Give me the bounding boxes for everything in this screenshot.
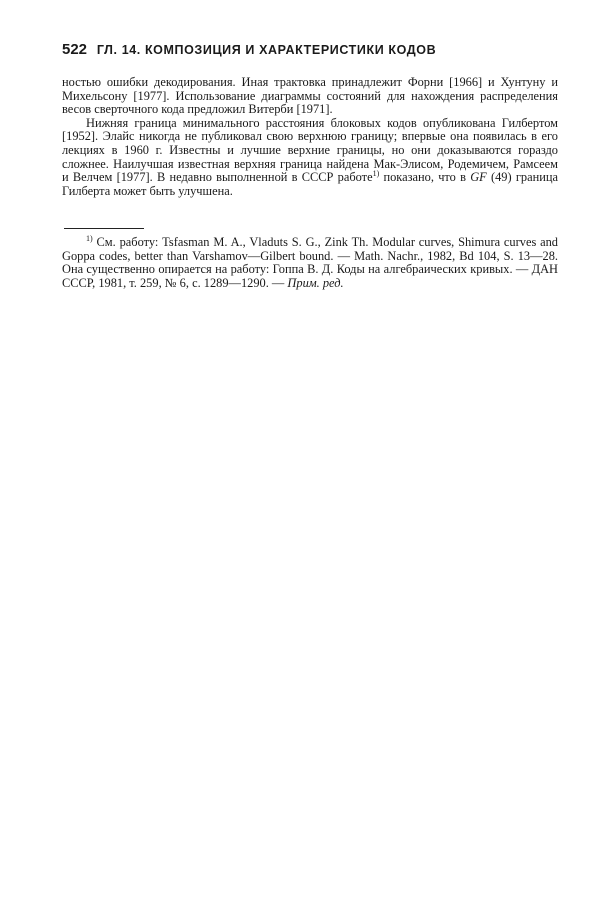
footnote-marker: 1): [86, 233, 93, 243]
page-number: 522: [62, 41, 88, 58]
paragraph-2: [62, 117, 558, 199]
footnote-text: См. работу: Tsfasman M. A., Vladuts S. G., Zink Th. Modular curves, Shimura curves and Goppa codes, better than Varshamov—Gilbert bound. — Math. Nachr., 1982, Bd 104, S. 13—28. Она существенно опирается на работу: Гоппа В. Д. Коды на алгебраических кривых. — ДАН СССР, 1981, т. 259, № 6, с. 1289—1290. —: [62, 235, 558, 290]
footnote: [62, 233, 558, 290]
galois-field-symbol: GF: [470, 170, 487, 185]
footnote-reference: 1): [372, 169, 380, 179]
body-text: [62, 76, 558, 198]
paragraph-2-text-mid: показано, что в: [379, 170, 471, 185]
paragraph-2-text-start: Нижняя граница минимального расстояния блоковых кодов опубликована Гилбертом [1952]. Элайс никогда не публиковал свою верхнюю границу; впервые она появилась в его лекциях в 1960 г. Известны и лучшие верхние границы, но они доказываются гораздо сложнее. Наилучшая известная верхняя граница найдена Мак-Элисом, Родемичем, Рамсеем и Велчем [1977]. В недавно выполненной в СССР работе: [62, 115, 558, 185]
paragraph-1: ностью ошибки декодирования. Иная трактовка принадлежит Форни [1966] и Хунтуну и Михельсону [1977]. Использование диаграммы состояний для нахождения распределения весов сверточного кода предложил Витерби [1971].: [62, 75, 558, 117]
chapter-title: ГЛ. 14. КОМПОЗИЦИЯ И ХАРАКТЕРИСТИКИ КОДОВ: [96, 43, 437, 57]
footnote-rule: [64, 228, 144, 229]
footnote-paragraph: [62, 233, 558, 290]
running-head: [62, 42, 552, 58]
editor-note: Прим. ред.: [287, 275, 344, 290]
paragraph-2-text-end: (49) граница Гилберта может быть улучшена.: [62, 170, 558, 198]
